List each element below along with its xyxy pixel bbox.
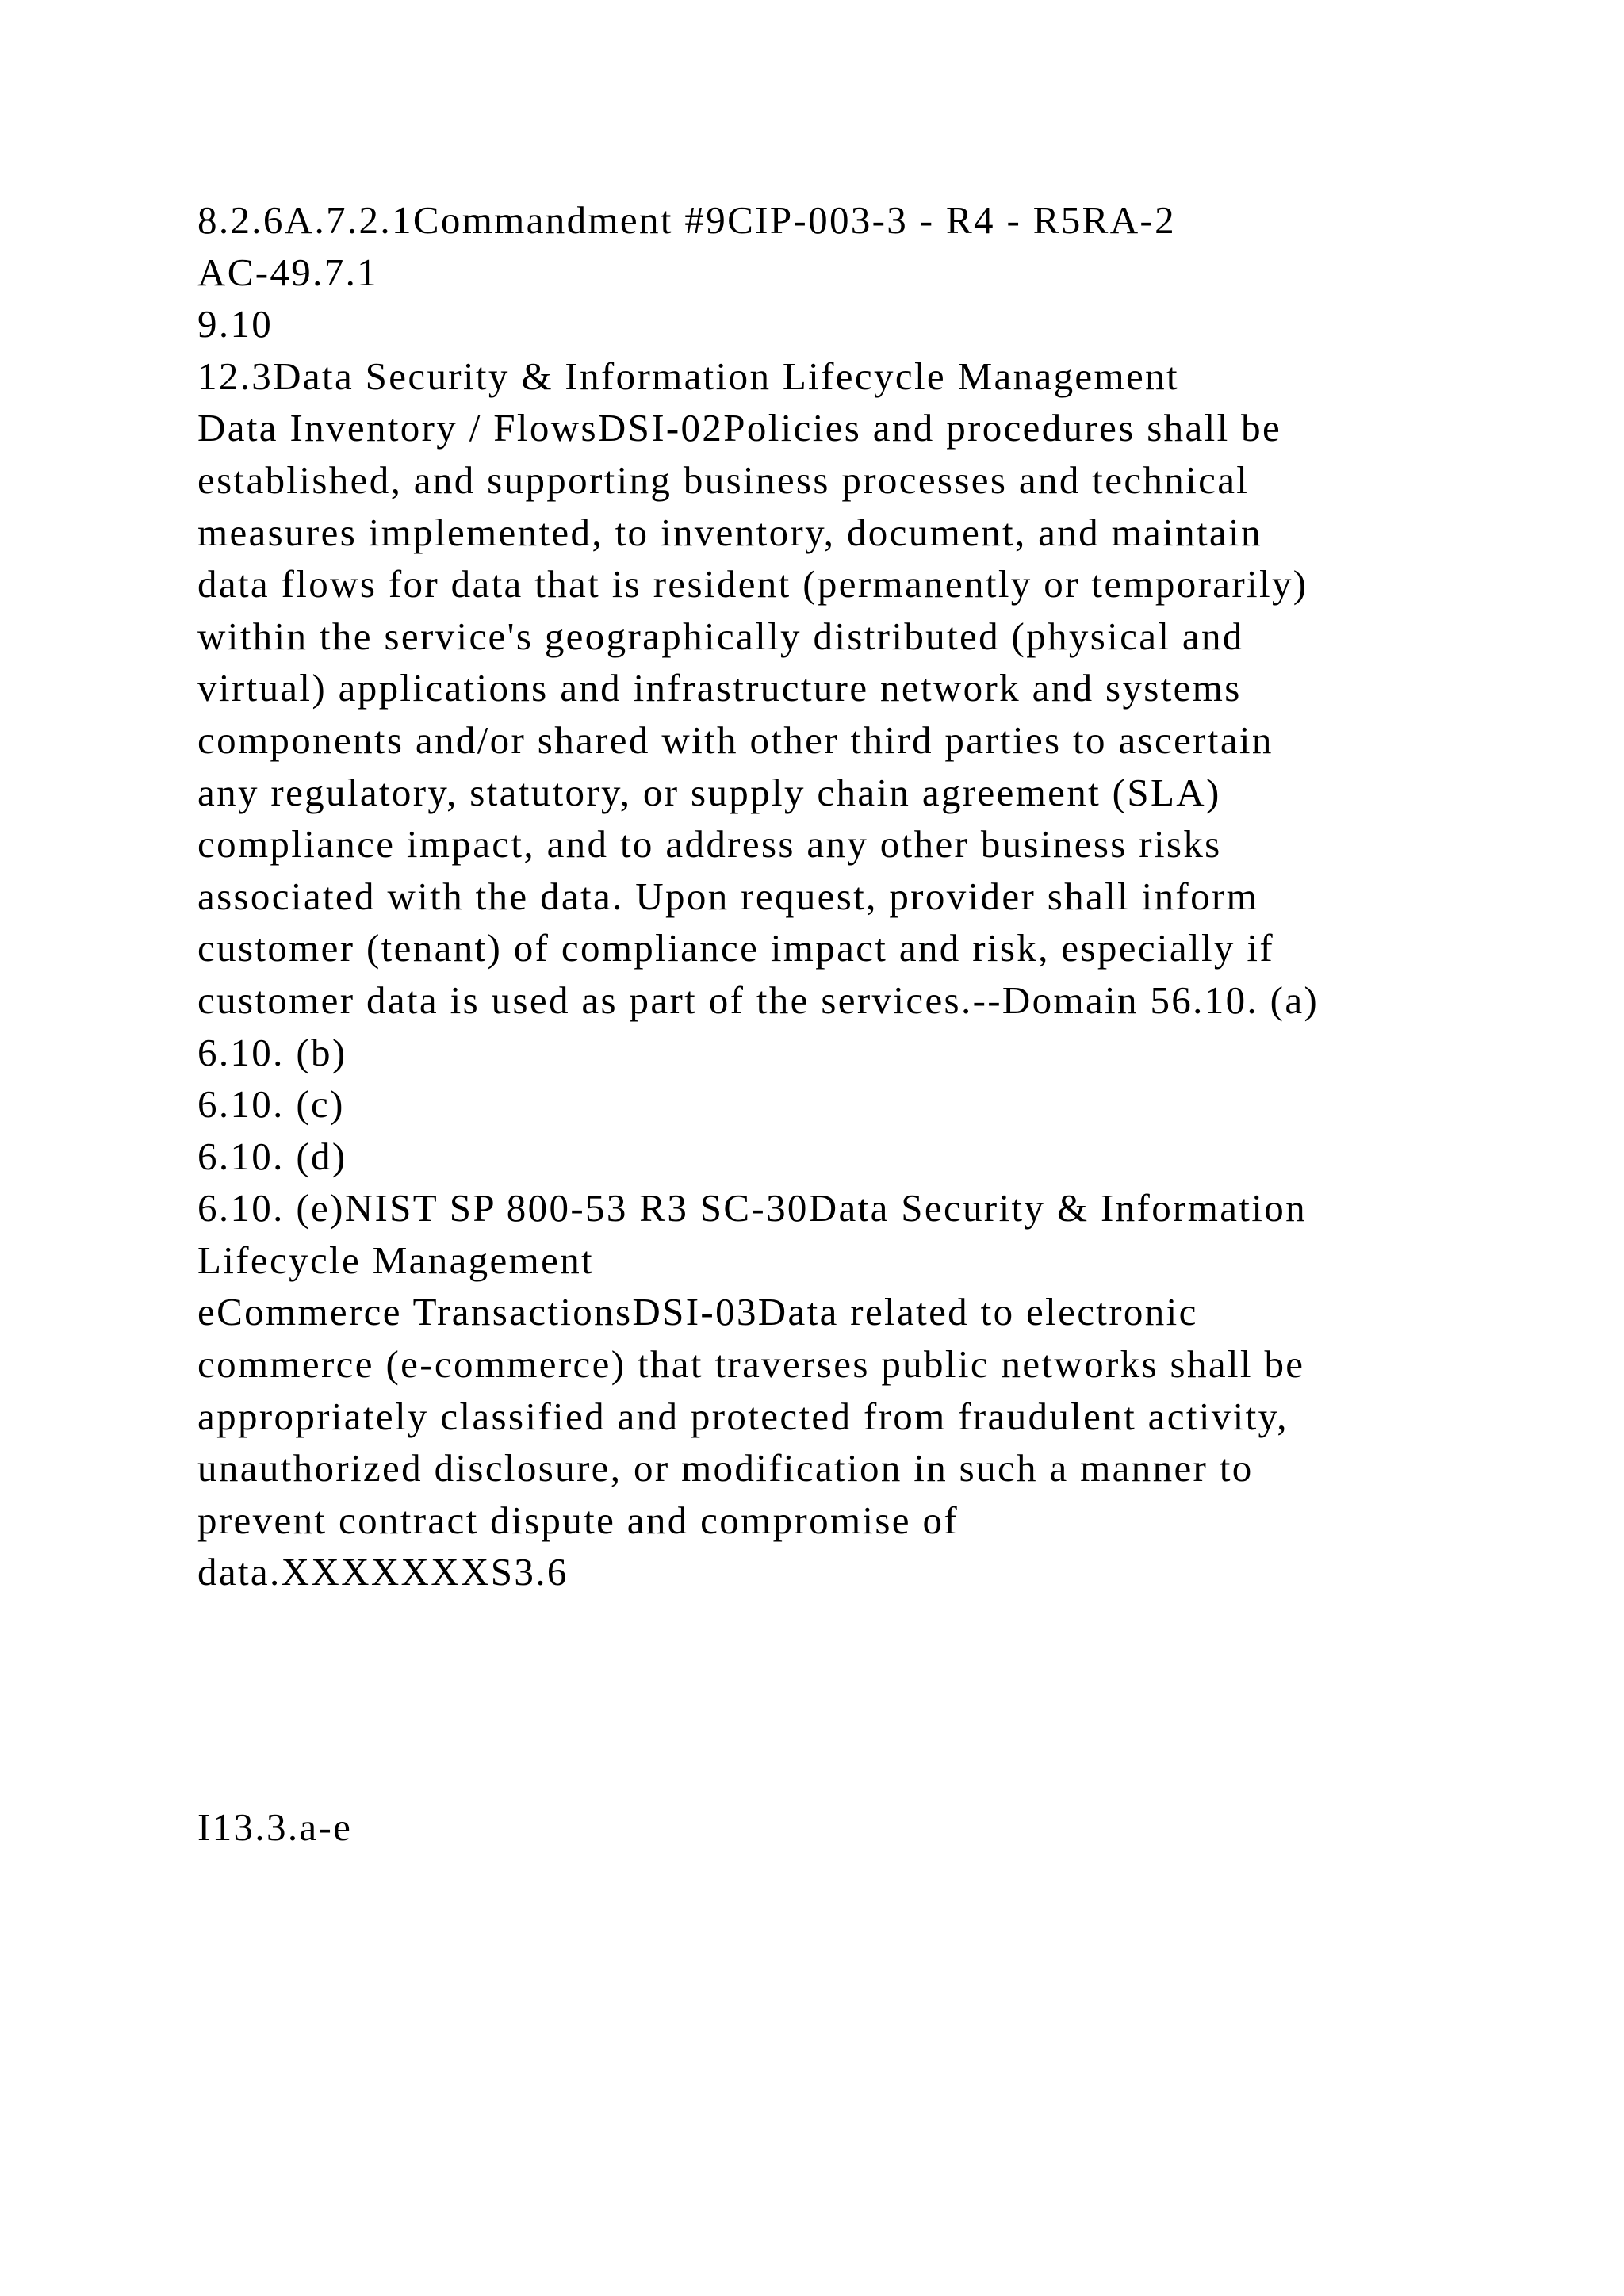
text-line: virtual) applications and infrastructure network and systems bbox=[197, 666, 1242, 710]
text-line: commerce (e-commerce) that traverses public networks shall be bbox=[197, 1342, 1305, 1387]
text-line: customer (tenant) of compliance impact and risk, especially if bbox=[197, 926, 1274, 970]
text-line: Data Inventory / FlowsDSI-02Policies and procedures shall be bbox=[197, 406, 1282, 450]
text-line: associated with the data. Upon request, provider shall inform bbox=[197, 874, 1259, 918]
text-line: 9.10 bbox=[197, 302, 274, 346]
text-line: 6.10. (b) bbox=[197, 1030, 347, 1074]
text-line: data flows for data that is resident (permanently or temporarily) bbox=[197, 562, 1308, 607]
text-line: 6.10. (e)NIST SP 800-53 R3 SC-30Data Security & Information bbox=[197, 1186, 1307, 1230]
text-line: 8.2.6A.7.2.1Commandment #9CIP-003-3 - R4 - R5RA-2 bbox=[197, 198, 1176, 242]
text-line: AC-49.7.1 bbox=[197, 250, 379, 294]
text-line: within the service's geographically distributed (physical and bbox=[197, 614, 1244, 658]
text-line: established, and supporting business processes and technical bbox=[197, 457, 1250, 502]
text-line: components and/or shared with other third parties to ascertain bbox=[197, 718, 1274, 762]
text-line: prevent contract dispute and compromise of bbox=[197, 1498, 959, 1542]
text-line: 6.10. (d) bbox=[197, 1134, 347, 1178]
text-line: 12.3Data Security & Information Lifecycle Management bbox=[197, 354, 1179, 398]
text-line: compliance impact, and to address any other business risks bbox=[197, 822, 1222, 867]
text-line: unauthorized disclosure, or modification in such a manner to bbox=[197, 1446, 1254, 1490]
text-line: eCommerce TransactionsDSI-03Data related to electronic bbox=[197, 1290, 1198, 1334]
document-body bbox=[197, 194, 1482, 1598]
text-line: customer data is used as part of the services.--Domain 56.10. (a) bbox=[197, 978, 1320, 1022]
text-line: any regulatory, statutory, or supply chain agreement (SLA) bbox=[197, 770, 1221, 814]
text-line: appropriately classified and protected from fraudulent activity, bbox=[197, 1394, 1289, 1438]
text-line: 6.10. (c) bbox=[197, 1082, 345, 1127]
text-line: measures implemented, to inventory, document, and maintain bbox=[197, 510, 1262, 554]
text-line: data.XXXXXXXS3.6 bbox=[197, 1550, 569, 1594]
text-line: Lifecycle Management bbox=[197, 1238, 595, 1282]
trailing-reference: I13.3.a-e bbox=[197, 1805, 353, 1849]
